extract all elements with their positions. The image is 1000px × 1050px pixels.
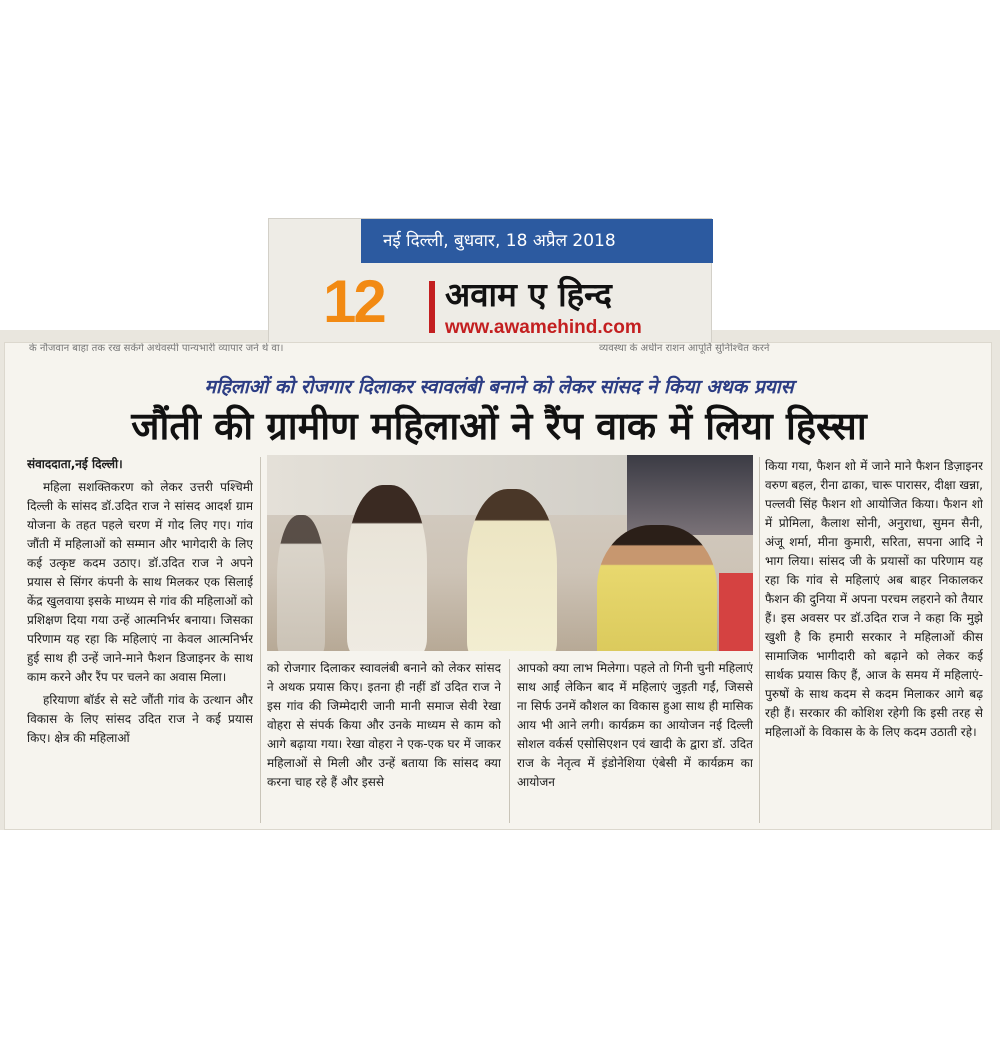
clipped-text-right: व्यवस्था के अधीन राशन आपूर्ति सुनिश्चित करने: [599, 343, 770, 354]
column-divider: [509, 659, 510, 823]
clipped-previous-text: [5, 343, 992, 357]
column-divider: [260, 457, 261, 823]
byline: संवाददाता,नई दिल्ली।: [27, 457, 123, 471]
date-line: नई दिल्ली, बुधवार, 18 अप्रैल 2018: [361, 219, 713, 263]
article-column-3: [517, 659, 753, 825]
article-column-4: [765, 457, 983, 825]
masthead-divider: [429, 281, 435, 333]
masthead: [268, 218, 712, 348]
headline: जौंती की ग्रामीण महिलाओं ने रैंप वाक में लिया हिस्सा: [131, 404, 867, 448]
paragraph: को रोजगार दिलाकर स्वावलंबी बनाने को लेकर सांसद ने अथक प्रयास किए। इतना ही नहीं डॉ उदित राज ने इस गांव की जिम्मेदारी जानी मानी समाज सेवी रेखा वोहरा से संपर्क किया और उनके माध्यम से काम को आगे बढ़ाया गया। रेखा वोहरा ने एक-एक घर में जाकर महिलाओं से मिली और उन्हें बताया कि सांसद क्या करना चाह रहे हैं और इससे: [267, 661, 501, 789]
article-column-1: [27, 455, 253, 825]
photo-backdrop-banner: [267, 455, 627, 515]
paragraph: किया गया, फैशन शो में जाने माने फैशन डिज़ाइनर वरुण बहल, रीना ढाका, चारू पारासर, दीक्षा खन्ना, पल्लवी सिंह फैशन शो आयोजित किया। फैशन शो में प्रोमिला, कैलाश सोनी, अनुराधा, सुमन सैनी, अंजू शर्मा, मीना कुमारी, सरिता, सपना आदि ने भाग लिया। सांसद जी के प्रयासों का परिणाम यह रहा कि गांव से महिलाएं अब बाहर निकालकर फैशन की दुनिया में अपना परचम लहराने को तैयार हैं। इस अवसर पर डॉ.उदित राज ने कहा कि मुझे खुशी है कि हमारी सरकार ने महिलाओं कीस सामाजिक भागीदारी को बढ़ाने को लेकर कई सार्थक प्रयास किए हैं, आज के समय में महिलाएं-पुरुषों के साथ कदम से कदम मिलाकर आगे बढ़ रही हैं। सरकार की कोशिश रहेगी कि इसी तरह से महिलाओं के विकास के के लिए कदम उठाती रहे।: [765, 459, 983, 739]
fashion-show-photo: [267, 455, 753, 651]
clipped-text-left: के नौजवान बाहा तक रख सकेंगे अर्थवर्स्पी पान्यभारी व्यापार जने थे वा।: [29, 343, 284, 354]
page-number: 12: [323, 268, 384, 335]
newspaper-name: अवाम ए हिन्द: [445, 275, 612, 314]
news-article: [4, 342, 992, 830]
photo-woman-yellow-saree: [597, 525, 717, 651]
photo-red-panel: [719, 573, 753, 651]
subheadline: महिलाओं को रोजगार दिलाकर स्वावलंबी बनाने को लेकर सांसद ने किया अथक प्रयास: [204, 376, 794, 398]
website-link[interactable]: www.awamehind.com: [445, 317, 642, 338]
article-column-2: [267, 659, 501, 825]
photo-backdrop-dark: [627, 455, 753, 535]
paragraph: हरियाणा बॉर्डर से सटे जौंती गांव के उत्थान और विकास के लिए सांसद उदित राज ने कई प्रयास किए। क्षेत्र की महिलाओं: [27, 693, 253, 745]
paragraph: आपको क्या लाभ मिलेगा। पहले तो गिनी चुनी महिलाएं साथ आईं लेकिन बाद में महिलाएं जुड़ती गईं, जिससे ना सिर्फ उनमें कौशल का विकास हुआ साथ ही मासिक आय भी आने लगी। कार्यक्रम का आयोजन नई दिल्ली सोशल वर्कर्स एसोसिएशन एवं खादी के द्वारा डॉ. उदित राज के नेतृत्व में इंडोनेशिया एंबेसी में कार्यक्रम का आयोजन: [517, 661, 753, 789]
photo-model-cream-kurta: [467, 489, 557, 651]
photo-model-white-dress: [347, 485, 427, 651]
column-divider: [759, 457, 760, 823]
paragraph: महिला सशक्तिकरण को लेकर उत्तरी पश्चिमी दिल्ली के सांसद डॉ.उदित राज ने सांसद आदर्श ग्राम योजना के तहत पहले चरण में गोद लिए गए। गांव जौंती में महिलाओं को सम्मान और भागेदारी के लिए कई उत्कृष्ट कदम उठाए। डॉ.उदित राज ने अपने प्रयास से सिंगर कंपनी के साथ मिलकर एक सिलाई केंद्र खुलवाया इसके माध्यम से गांव की महिलाओं को प्रशिक्षण दिया गया उन्हें आत्मनिर्भर बनाया। जिसका परिणाम यह रहा कि महिलाएं ना केवल आत्मनिर्भर हुई साथ ही उन्हें जाने-माने फैशन डिजाइनर के साथ काम करने और रैंप पर चलने का अवास मिला।: [27, 480, 253, 684]
photo-person-background: [277, 515, 325, 651]
